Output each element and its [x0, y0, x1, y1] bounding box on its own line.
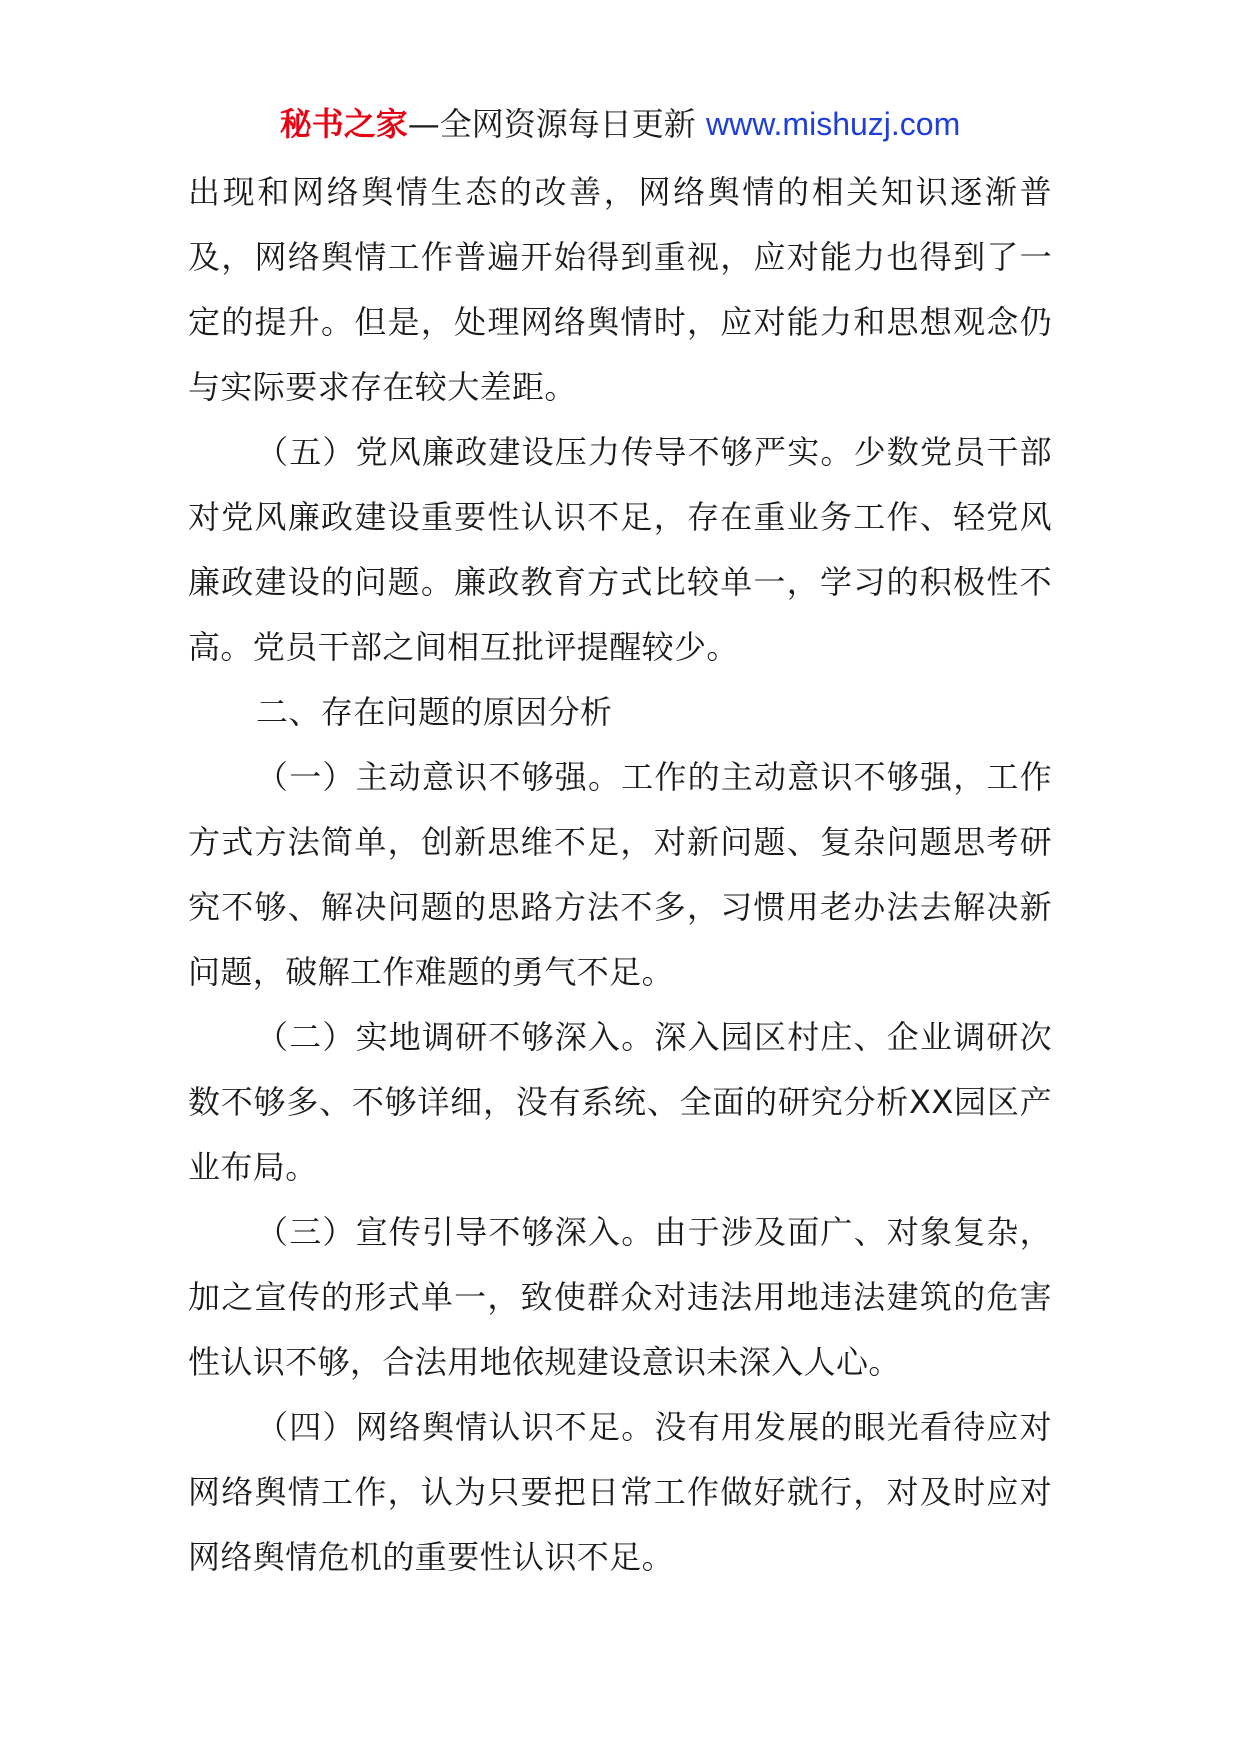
page-header [0, 100, 1240, 148]
paragraph-continuation: 出现和网络舆情生态的改善，网络舆情的相关知识逐渐普及，网络舆情工作普遍开始得到重视，应对能力也得到了一定的提升。但是，处理网络舆情时，应对能力和思想观念仍与实际要求存在较大差距。 [188, 173, 1052, 406]
document-body [188, 160, 1052, 1590]
paragraph-cause-4: （四）网络舆情认识不足。没有用发展的眼光看待应对网络舆情工作，认为只要把日常工作做好就行，对及时应对网络舆情危机的重要性认识不足。 [188, 1408, 1052, 1576]
header-brand: 秘书之家 [279, 105, 408, 143]
paragraph-cause-3: （三）宣传引导不够深入。由于涉及面广、对象复杂，加之宣传的形式单一，致使群众对违法用地违法建筑的危害性认识不够，合法用地依规建设意识未深入人心。 [188, 1213, 1052, 1381]
header-tagline: —全网资源每日更新 [407, 105, 696, 143]
header-url-link[interactable]: www.mishuzj.com [705, 106, 961, 142]
paragraph-cause-2: （二）实地调研不够深入。深入园区村庄、企业调研次数不够多、不够详细，没有系统、全面的研究分析XX园区产业布局。 [188, 1018, 1052, 1186]
paragraph-cause-1: （一）主动意识不够强。工作的主动意识不够强，工作方式方法简单，创新思维不足，对新问题、复杂问题思考研究不够、解决问题的思路方法不多，习惯用老办法去解决新问题，破解工作难题的勇气不足。 [188, 758, 1052, 991]
section-heading-2: 二、存在问题的原因分析 [256, 693, 613, 731]
paragraph-item-5: （五）党风廉政建设压力传导不够严实。少数党员干部对党风廉政建设重要性认识不足，存在重业务工作、轻党风廉政建设的问题。廉政教育方式比较单一，学习的积极性不高。党员干部之间相互批评提醒较少。 [188, 433, 1052, 666]
